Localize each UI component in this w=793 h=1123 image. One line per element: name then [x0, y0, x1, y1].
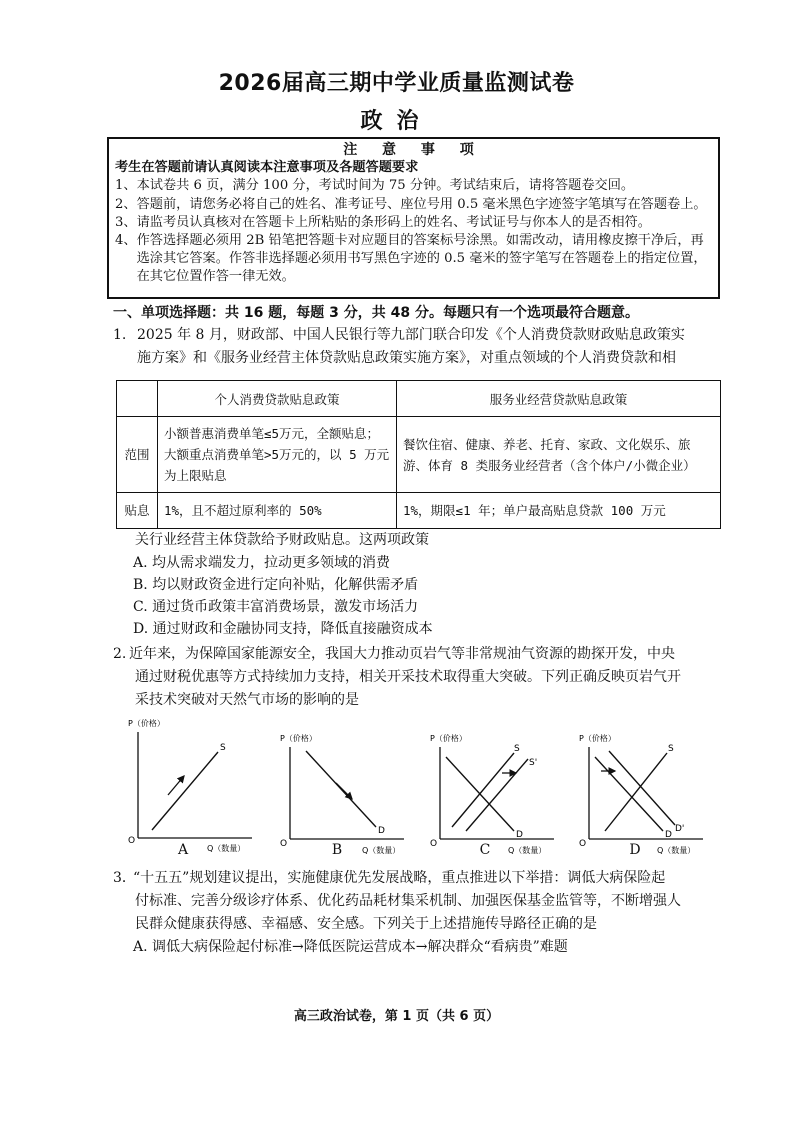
- q1-stem-line2: 施方案》和《服务业经营主体贷款贴息政策实施方案》，对重点领域的个人消费贷款和相: [137, 350, 676, 366]
- demand-curve: [595, 757, 663, 831]
- row-label-scope: 范围: [117, 417, 158, 493]
- q3-line3: 民群众健康获得感、幸福感、安全感。下列关于上述措施传导路径正确的是: [135, 916, 597, 932]
- table-header-consumer: 个人消费贷款贴息政策: [158, 381, 397, 417]
- table-row: [117, 493, 721, 529]
- q3-line1: “十五五”规划建议提出，实施健康优先发展战略，重点推进以下举措：调低大病保险起: [133, 870, 666, 886]
- p-axis-label: P（价格）: [280, 734, 317, 743]
- notice-box: [107, 137, 720, 299]
- q1-option-b: B. 均以财政资金进行定向补贴，化解供需矛盾: [133, 577, 419, 593]
- notice-intro: 考生在答题前请认真阅读本注意事项及各题答题要求: [115, 160, 419, 176]
- choice-d-label: D: [629, 842, 641, 858]
- graph-a: [120, 712, 260, 857]
- notice-item: 3、 请监考员认真核对在答题卡上所粘贴的条形码上的姓名、考试证号与你本人的是否相符。: [115, 214, 651, 230]
- shift-arrow: [336, 783, 352, 799]
- demand-curve: [306, 751, 376, 827]
- origin-label: O: [579, 839, 587, 849]
- q3-number: 3．: [113, 870, 136, 886]
- d-label: D: [378, 826, 385, 836]
- origin-label: O: [430, 839, 438, 849]
- s-label: S: [668, 744, 674, 754]
- choice-c-label: C: [479, 842, 491, 858]
- q2-number: 2.: [113, 646, 127, 662]
- p-axis-label: P（价格）: [579, 734, 616, 743]
- origin-label: O: [280, 839, 288, 849]
- d-label: D: [665, 830, 672, 840]
- p-axis-label: P（价格）: [128, 719, 165, 728]
- d-label: D: [516, 830, 523, 840]
- notice-item: 2、 答题前，请您务必将自己的姓名、准考证号、座位号用 0.5 毫米黑色字迹签字笔填写在答题卷上。: [115, 196, 707, 212]
- cell-service-subsidy: 1%，期限≤1 年；单户最高贴息贷款 100 万元: [397, 493, 721, 529]
- shift-arrow: [168, 776, 184, 795]
- supply-curve: [605, 753, 667, 831]
- table-header-row: [117, 381, 721, 417]
- section-heading: 一、单项选择题：共 16 题，每题 3 分，共 48 分。每题只有一个选项最符合题意。: [113, 305, 639, 321]
- supply-curve: [152, 752, 218, 830]
- page-footer: 高三政治试卷，第 1 页（共 6 页）: [293, 1009, 500, 1024]
- choice-b-label: B: [331, 842, 343, 858]
- q3-option-a: A. 调低大病保险起付标准→降低医院运营成本→解决群众“看病贵”难题: [133, 939, 568, 955]
- graph-d: [571, 727, 711, 857]
- subject-title: 政治: [360, 109, 433, 134]
- origin-label: O: [128, 836, 136, 846]
- supply-curve-shifted: [466, 759, 528, 831]
- row-label-subsidy: 贴息: [117, 493, 158, 529]
- q-axis-label: Q（数量）: [508, 846, 547, 855]
- table-header-corner: [117, 381, 158, 417]
- notice-item: 1、 本试卷共 6 页，满分 100 分，考试时间为 75 分钟。考试结束后，请将答题卷交回。: [115, 178, 635, 194]
- notice-item: 4、 作答选择题必须用 2B 铅笔把答题卡对应题目的答案标号涂黑。如需改动，请用橡皮擦干净后，再选涂其它答案。作答非选择题必须用书写黑色字迹的 0.5 毫米的签字笔写在答题卷上的指定位置，在其它位置作答一律无效。: [115, 233, 707, 285]
- q1-option-c: C. 通过货币政策丰富消费场景，激发市场活力: [133, 599, 419, 615]
- q-axis-label: Q（数量）: [657, 846, 696, 855]
- table-header-service: 服务业经营贷款贴息政策: [397, 381, 721, 417]
- s-label: S: [220, 743, 226, 753]
- q1-option-a: A. 均从需求端发力，拉动更多领域的消费: [133, 555, 391, 571]
- graph-c: [422, 727, 562, 857]
- p-axis-label: P（价格）: [430, 734, 467, 743]
- q1-stem-line1: 2025 年 8 月，财政部、中国人民银行等九部门联合印发《个人消费贷款财政贴息政策实: [137, 327, 685, 343]
- supply-curve: [452, 753, 514, 827]
- choice-a-label: A: [177, 842, 189, 858]
- d-prime-label: D': [675, 824, 685, 834]
- s-label: S: [514, 744, 520, 754]
- cell-consumer-scope: 小额普惠消费单笔≤5万元，全额贴息；大额重点消费单笔>5万元的，以 5 万元为上限贴息: [158, 417, 397, 493]
- q1-number: 1.: [113, 327, 127, 343]
- s-prime-label: S': [529, 758, 538, 768]
- graph-b: [272, 727, 412, 857]
- q1-policy-table: [116, 380, 721, 529]
- q2-line3: 采技术突破对天然气市场的影响的是: [135, 692, 359, 708]
- exam-title: 2026届高三期中学业质量监测试卷: [218, 71, 575, 96]
- q2-line1: 近年来，为保障国家能源安全，我国大力推动页岩气等非常规油气资源的勘探开发，中央: [129, 646, 675, 662]
- notice-heading: 注 意 事 项: [343, 142, 484, 158]
- q-axis-label: Q（数量）: [362, 846, 401, 855]
- table-row: [117, 417, 721, 493]
- q1-option-d: D. 通过财政和金融协同支持，降低直接融资成本: [133, 621, 433, 637]
- q2-line2: 通过财税优惠等方式持续加力支持，相关开采技术取得重大突破。下列正确反映页岩气开: [135, 669, 681, 685]
- q3-line2: 付标准、完善分级诊疗体系、优化药品耗材集采机制、加强医保基金监管等，不断增强人: [135, 893, 681, 909]
- cell-consumer-subsidy: 1%，且不超过原利率的 50%: [158, 493, 397, 529]
- q-axis-label: Q（数量）: [207, 844, 246, 853]
- q1-stem-after: 关行业经营主体贷款给予财政贴息。这两项政策: [135, 532, 429, 548]
- cell-service-scope: 餐饮住宿、健康、养老、托育、家政、文化娱乐、旅游、体育 8 类服务业经营者（含个体户/小微企业）: [397, 417, 721, 493]
